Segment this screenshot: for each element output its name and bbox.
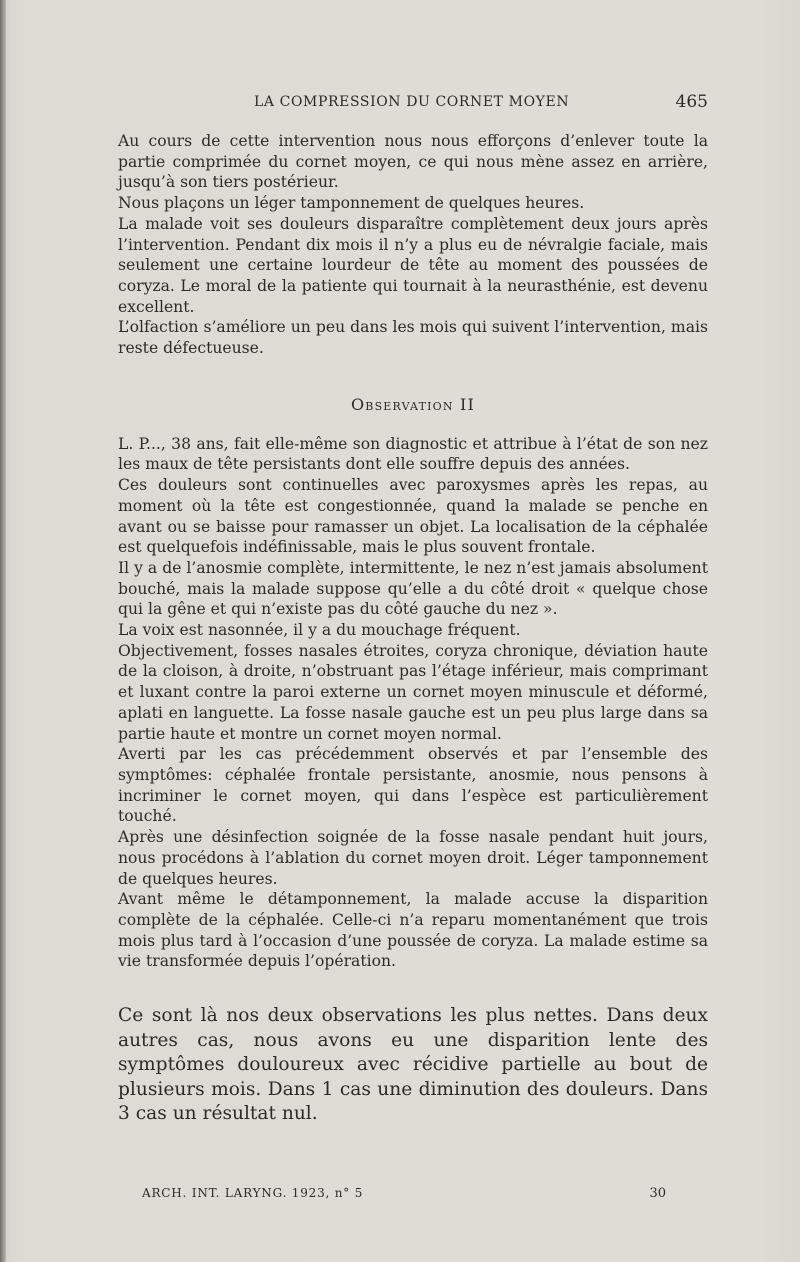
running-title: LA COMPRESSION DU CORNET MOYEN [254, 94, 570, 110]
page-header [118, 92, 708, 116]
conclusion-section [118, 1004, 708, 1127]
page-binding-edge [0, 0, 6, 1262]
paragraph: Nous plaçons un léger tamponnement de quelques heures. [118, 194, 585, 213]
paragraph: La voix est nasonnée, il y a du mouchage fréquent. [118, 621, 521, 640]
paragraph: L. P..., 38 ans, fait elle-même son diagnostic et attribue à l’état de son nez les maux de tête persistants dont elle souffre depuis des années. [118, 434, 708, 474]
paragraph: Ces douleurs sont continuelles avec paroxysmes après les repas, au moment où la tête est congestionnée, quand la malade se penche en avant ou se baisse pour ramasser un objet. La localisation de la céphalée est quelquefois indéfinissable, mais le plus souvent frontale. [118, 476, 708, 557]
signature-mark: 30 [649, 1186, 666, 1201]
conclusion-paragraph: Ce sont là nos deux observations les plus nettes. Dans deux autres cas, nous avons eu une disparition lente des symptômes douloureux avec récidive partielle au bout de plusieurs mois. Dans 1 cas une diminution des douleurs. Dans 3 cas un résultat nul. [118, 1005, 708, 1125]
paragraph: La malade voit ses douleurs disparaître complètement deux jours après l’intervention. Pendant dix mois il n’y a plus eu de névralgie faciale, mais seulement une certaine lourdeur de tête au moment des poussées de coryza. Le moral de la patiente qui tournait à la neurasthénie, est devenu excellent. [118, 214, 708, 316]
paragraph: Averti par les cas précédemment observés et par l’ensemble des symptômes: céphalée frontale persistante, anosmie, nous pensons à incriminer le cornet moyen, qui dans l’espèce est particulièrement touché. [118, 745, 708, 826]
page-footer [142, 1186, 666, 1206]
paragraph: Au cours de cette intervention nous nous efforçons d’enlever toute la partie comprimée du cornet moyen, ce qui nous mène assez en arrière, jusqu’à son tiers postérieur. [118, 132, 708, 192]
intervention-section [118, 131, 708, 359]
paragraph: Il y a de l’anosmie complète, intermittente, le nez n’est jamais absolument bouché, mais la malade suppose qu’elle a du côté droit « quelque chose qui la gêne et qui n’existe pas du côté gauche du nez ». [118, 558, 708, 619]
observation-heading: Observation II [350, 394, 476, 414]
paragraph: L’olfaction s’améliore un peu dans les mois qui suivent l’intervention, mais reste défectueuse. [118, 318, 708, 358]
paragraph: Après une désinfection soignée de la fosse nasale pendant huit jours, nous procédons à l’ablation du cornet moyen droit. Léger tamponnement de quelques heures. [118, 828, 708, 888]
paragraph: Objectivement, fosses nasales étroites, coryza chronique, déviation haute de la cloison, à droite, n’obstruant pas l’étage inférieur, mais comprimant et luxant contre la paroi externe un cornet moyen minuscule et déformé, aplati en languette. La fosse nasale gauche est un peu plus large dans sa partie haute et montre un cornet moyen normal. [118, 641, 708, 743]
journal-reference: ARCH. INT. LARYNG. 1923, n° 5 [142, 1186, 364, 1200]
observation-section [118, 434, 708, 972]
page-body [118, 131, 708, 1127]
paragraph: Avant même le détamponnement, la malade accuse la disparition complète de la céphalée. Celle-ci n’a reparu momentanément que trois mois plus tard à l’occasion d’une poussée de coryza. La malade estime sa vie transformée depuis l’opération. [118, 890, 708, 971]
page-number: 465 [675, 92, 708, 112]
